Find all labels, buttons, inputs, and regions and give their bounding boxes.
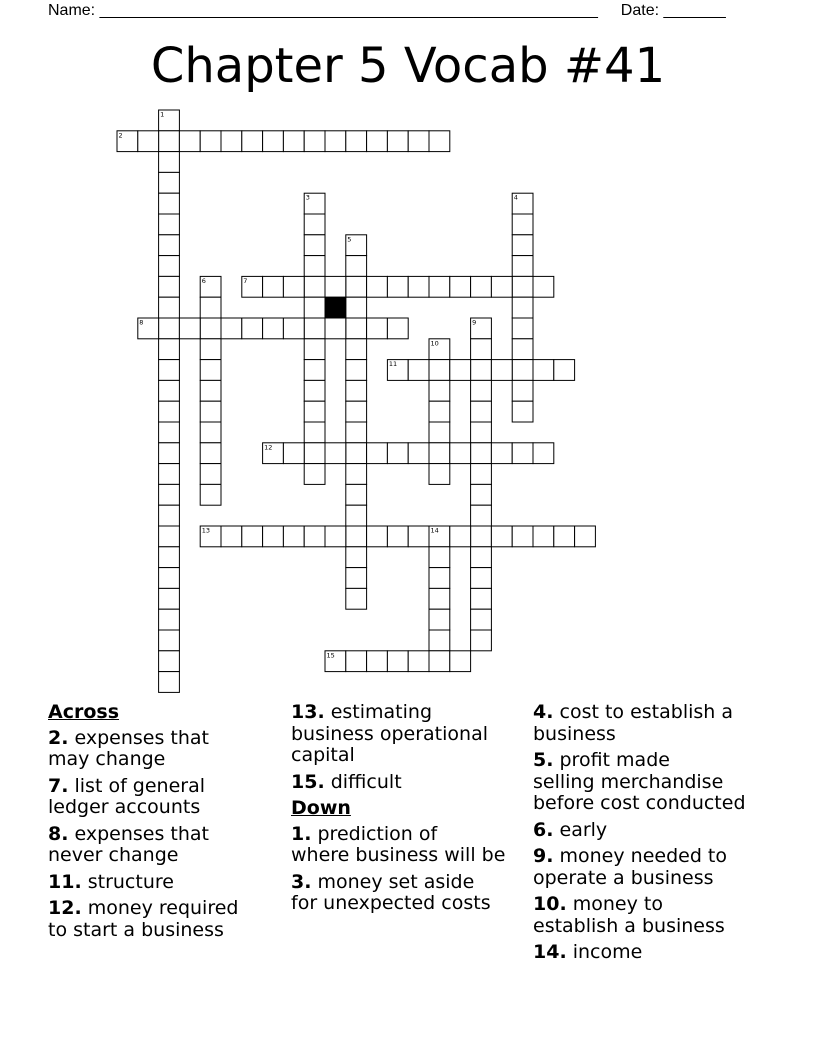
grid-cell-number: 8 <box>139 318 144 327</box>
grid-cell[interactable] <box>367 131 388 152</box>
grid-cell[interactable] <box>263 276 284 297</box>
grid-cell[interactable] <box>512 443 533 464</box>
grid-cell[interactable] <box>159 568 180 589</box>
clue-across-15: 15. difficult <box>291 770 402 793</box>
grid-cell-number: 7 <box>243 276 248 285</box>
grid-cell[interactable] <box>471 401 492 422</box>
grid-cell[interactable] <box>471 547 492 568</box>
grid-cell[interactable] <box>159 256 180 277</box>
grid-cell[interactable] <box>346 297 367 318</box>
date-blank[interactable]: _______ <box>663 2 726 19</box>
grid-cell[interactable] <box>325 131 346 152</box>
grid-cell[interactable] <box>304 276 325 297</box>
grid-cell[interactable] <box>471 505 492 526</box>
grid-cell[interactable] <box>491 443 512 464</box>
clues-column-2 <box>291 702 526 920</box>
grid-cell[interactable] <box>200 360 221 381</box>
grid-cell[interactable] <box>283 443 304 464</box>
clue-down-5: 5. profit made selling merchandise before cost conducted <box>533 749 746 814</box>
clue-down-1: 1. prediction of where business will be <box>291 822 506 866</box>
grid-cell[interactable] <box>159 443 180 464</box>
grid-cell[interactable] <box>325 318 346 339</box>
grid-cell[interactable] <box>159 380 180 401</box>
grid-cell[interactable] <box>491 360 512 381</box>
grid-cell[interactable] <box>304 526 325 547</box>
grid-cell[interactable] <box>471 339 492 360</box>
grid-cell[interactable] <box>200 131 221 152</box>
clue-down-4: 4. cost to establish a business <box>533 701 733 745</box>
clue-down-10: 10. money to establish a business <box>533 893 725 937</box>
clues-column-1 <box>48 702 278 946</box>
grid-cell[interactable] <box>346 360 367 381</box>
grid-cell[interactable] <box>242 131 263 152</box>
grid-cell[interactable] <box>159 401 180 422</box>
grid-cell[interactable] <box>179 131 200 152</box>
grid-cell[interactable] <box>429 380 450 401</box>
grid-cell-number: 1 <box>160 110 165 119</box>
grid-cell[interactable] <box>304 401 325 422</box>
grid-cell[interactable] <box>450 360 471 381</box>
grid-cell[interactable] <box>325 443 346 464</box>
grid-cell[interactable] <box>408 276 429 297</box>
grid-cell[interactable] <box>200 484 221 505</box>
grid-block-cell <box>325 297 346 318</box>
grid-cell[interactable] <box>159 214 180 235</box>
grid-cell[interactable] <box>367 651 388 672</box>
grid-cell[interactable] <box>471 443 492 464</box>
grid-cell[interactable] <box>221 526 242 547</box>
across-title: Across <box>48 701 120 723</box>
grid-cell[interactable] <box>200 318 221 339</box>
grid-cell[interactable] <box>263 131 284 152</box>
grid-cell[interactable] <box>429 443 450 464</box>
grid-cell[interactable] <box>387 443 408 464</box>
grid-cell[interactable] <box>554 360 575 381</box>
grid-cell[interactable] <box>429 422 450 443</box>
grid-cell[interactable] <box>138 131 159 152</box>
grid-cell[interactable] <box>471 360 492 381</box>
grid-cell[interactable] <box>512 380 533 401</box>
grid-cell[interactable] <box>429 609 450 630</box>
grid-cell[interactable] <box>200 339 221 360</box>
grid-cell[interactable] <box>159 131 180 152</box>
grid-cell[interactable] <box>159 609 180 630</box>
grid-cell-number: 5 <box>347 235 352 244</box>
grid-cell[interactable] <box>346 380 367 401</box>
clue-across-8: 8. expenses that never change <box>48 822 210 866</box>
grid-cell[interactable] <box>304 297 325 318</box>
grid-cell[interactable] <box>346 256 367 277</box>
grid-cell[interactable] <box>367 443 388 464</box>
grid-cell[interactable] <box>429 568 450 589</box>
grid-cell[interactable] <box>346 422 367 443</box>
grid-cell[interactable] <box>159 588 180 609</box>
grid-cell[interactable] <box>367 318 388 339</box>
grid-cell[interactable] <box>346 464 367 485</box>
grid-cell[interactable] <box>346 651 367 672</box>
grid-cell-number: 10 <box>430 339 439 348</box>
grid-cell[interactable] <box>200 422 221 443</box>
clue-across-12: 12. money required to start a business <box>48 897 239 941</box>
grid-cell[interactable] <box>471 484 492 505</box>
grid-cell[interactable] <box>533 443 554 464</box>
grid-cell[interactable] <box>387 276 408 297</box>
grid-cell[interactable] <box>429 547 450 568</box>
grid-cell[interactable] <box>159 235 180 256</box>
grid-cell[interactable] <box>471 464 492 485</box>
grid-cell[interactable] <box>346 401 367 422</box>
grid-cell[interactable] <box>575 526 596 547</box>
grid-cell[interactable] <box>429 131 450 152</box>
grid-cell[interactable] <box>159 505 180 526</box>
grid-cell[interactable] <box>450 526 471 547</box>
grid-cell[interactable] <box>304 443 325 464</box>
grid-cell[interactable] <box>471 276 492 297</box>
grid-cell[interactable] <box>367 526 388 547</box>
grid-cell[interactable] <box>325 276 346 297</box>
clue-down-14: 14. income <box>533 941 643 963</box>
grid-cell[interactable] <box>408 360 429 381</box>
grid-cell[interactable] <box>512 214 533 235</box>
grid-cell-number: 11 <box>388 360 398 369</box>
grid-cell[interactable] <box>408 131 429 152</box>
grid-cell-number: 2 <box>118 131 123 140</box>
grid-cell[interactable] <box>429 630 450 651</box>
grid-cell[interactable] <box>159 526 180 547</box>
grid-cell[interactable] <box>512 526 533 547</box>
grid-cell-number: 13 <box>201 526 210 535</box>
grid-cell[interactable] <box>471 526 492 547</box>
clue-across-11: 11. structure <box>48 870 174 893</box>
grid-cell[interactable] <box>533 526 554 547</box>
grid-cell[interactable] <box>242 526 263 547</box>
grid-cell[interactable] <box>304 464 325 485</box>
grid-cell[interactable] <box>221 131 242 152</box>
grid-cell[interactable] <box>304 131 325 152</box>
grid-cell[interactable] <box>512 276 533 297</box>
grid-cell[interactable] <box>450 276 471 297</box>
grid-cell[interactable] <box>159 172 180 193</box>
grid-cell[interactable] <box>471 422 492 443</box>
grid-cell[interactable] <box>283 276 304 297</box>
grid-cell[interactable] <box>283 318 304 339</box>
grid-cell[interactable] <box>471 630 492 651</box>
grid-cell[interactable] <box>512 297 533 318</box>
grid-cell[interactable] <box>221 318 242 339</box>
grid-cell[interactable] <box>159 484 180 505</box>
clue-across-2: 2. expenses that may change <box>48 726 210 770</box>
grid-cell[interactable] <box>304 214 325 235</box>
grid-cell[interactable] <box>387 318 408 339</box>
grid-cell[interactable] <box>346 505 367 526</box>
grid-cell-number: 4 <box>513 193 518 202</box>
grid-cell[interactable] <box>346 588 367 609</box>
grid-cell[interactable] <box>429 360 450 381</box>
grid-cell-number: 12 <box>264 443 273 452</box>
grid-cell[interactable] <box>429 588 450 609</box>
name-label: Name: <box>48 2 96 19</box>
clues-column-3 <box>533 702 773 969</box>
grid-cell[interactable] <box>512 339 533 360</box>
grid-cell-number: 3 <box>305 193 310 202</box>
grid-cell[interactable] <box>304 360 325 381</box>
page-title: Chapter 5 Vocab #41 <box>150 38 666 94</box>
grid-cell[interactable] <box>387 526 408 547</box>
name-blank[interactable]: ________________________________________________________ <box>99 2 598 19</box>
grid-cell[interactable] <box>450 443 471 464</box>
grid-cell[interactable] <box>159 276 180 297</box>
grid-cell[interactable] <box>325 526 346 547</box>
grid-cell[interactable] <box>408 526 429 547</box>
clue-down-9: 9. money needed to operate a business <box>533 845 727 889</box>
grid-cell[interactable] <box>200 464 221 485</box>
grid-cell[interactable] <box>200 297 221 318</box>
down-title: Down <box>291 797 351 819</box>
grid-cell[interactable] <box>429 651 450 672</box>
grid-cell-number: 14 <box>430 526 439 535</box>
grid-cell[interactable] <box>491 276 512 297</box>
grid-cell[interactable] <box>304 422 325 443</box>
grid-cell[interactable] <box>283 526 304 547</box>
grid-cell[interactable] <box>200 443 221 464</box>
grid-cell[interactable] <box>263 526 284 547</box>
grid-cell[interactable] <box>159 422 180 443</box>
grid-cell[interactable] <box>200 380 221 401</box>
grid-cell[interactable] <box>159 318 180 339</box>
grid-cell[interactable] <box>408 443 429 464</box>
grid-cell[interactable] <box>159 672 180 693</box>
grid-cell[interactable] <box>263 318 284 339</box>
grid-cell[interactable] <box>346 484 367 505</box>
grid-cell[interactable] <box>429 401 450 422</box>
grid-cell[interactable] <box>159 630 180 651</box>
grid-cell[interactable] <box>471 588 492 609</box>
grid-cell[interactable] <box>159 547 180 568</box>
grid-cell[interactable] <box>159 651 180 672</box>
grid-cell[interactable] <box>512 256 533 277</box>
grid-cell[interactable] <box>304 256 325 277</box>
grid-cell[interactable] <box>346 547 367 568</box>
grid-cell[interactable] <box>387 651 408 672</box>
grid-cell[interactable] <box>512 318 533 339</box>
grid-cell[interactable] <box>346 131 367 152</box>
grid-cell[interactable] <box>450 651 471 672</box>
grid-cell-number: 9 <box>472 318 477 327</box>
grid-cell[interactable] <box>346 276 367 297</box>
grid-cell[interactable] <box>471 609 492 630</box>
grid-cell[interactable] <box>159 360 180 381</box>
grid-cell-number: 15 <box>326 651 335 660</box>
grid-cell[interactable] <box>304 318 325 339</box>
grid-cell[interactable] <box>367 276 388 297</box>
grid-cell[interactable] <box>512 401 533 422</box>
grid-cell[interactable] <box>159 464 180 485</box>
clue-across-13: 13. estimating business operational capital <box>291 701 488 766</box>
grid-cell[interactable] <box>408 651 429 672</box>
grid-cell[interactable] <box>159 193 180 214</box>
grid-cell[interactable] <box>512 235 533 256</box>
grid-cell[interactable] <box>346 339 367 360</box>
grid-cell-number: 6 <box>201 276 206 285</box>
grid-cell[interactable] <box>429 276 450 297</box>
grid-cell[interactable] <box>304 235 325 256</box>
clue-down-6: 6. early <box>533 818 608 841</box>
grid-cell[interactable] <box>346 526 367 547</box>
grid-cell[interactable] <box>200 401 221 422</box>
grid-cell[interactable] <box>512 360 533 381</box>
grid-cell[interactable] <box>491 526 512 547</box>
grid-cell[interactable] <box>387 131 408 152</box>
grid-cell[interactable] <box>159 297 180 318</box>
grid-cell[interactable] <box>283 131 304 152</box>
date-label: Date: <box>620 2 660 19</box>
grid-cell[interactable] <box>304 339 325 360</box>
clue-across-7: 7. list of general ledger accounts <box>48 774 206 818</box>
grid-cell[interactable] <box>346 318 367 339</box>
grid-cell[interactable] <box>533 360 554 381</box>
clue-down-3: 3. money set aside for unexpected costs <box>291 870 491 914</box>
grid-cell[interactable] <box>346 443 367 464</box>
grid-cell[interactable] <box>471 568 492 589</box>
grid-cell[interactable] <box>346 568 367 589</box>
grid-cell[interactable] <box>533 276 554 297</box>
grid-cell[interactable] <box>554 526 575 547</box>
grid-cell[interactable] <box>429 464 450 485</box>
grid-cell[interactable] <box>304 380 325 401</box>
grid-cell[interactable] <box>179 318 200 339</box>
grid-cell[interactable] <box>159 339 180 360</box>
grid-cell[interactable] <box>242 318 263 339</box>
grid-cell[interactable] <box>471 380 492 401</box>
grid-cell[interactable] <box>159 152 180 173</box>
